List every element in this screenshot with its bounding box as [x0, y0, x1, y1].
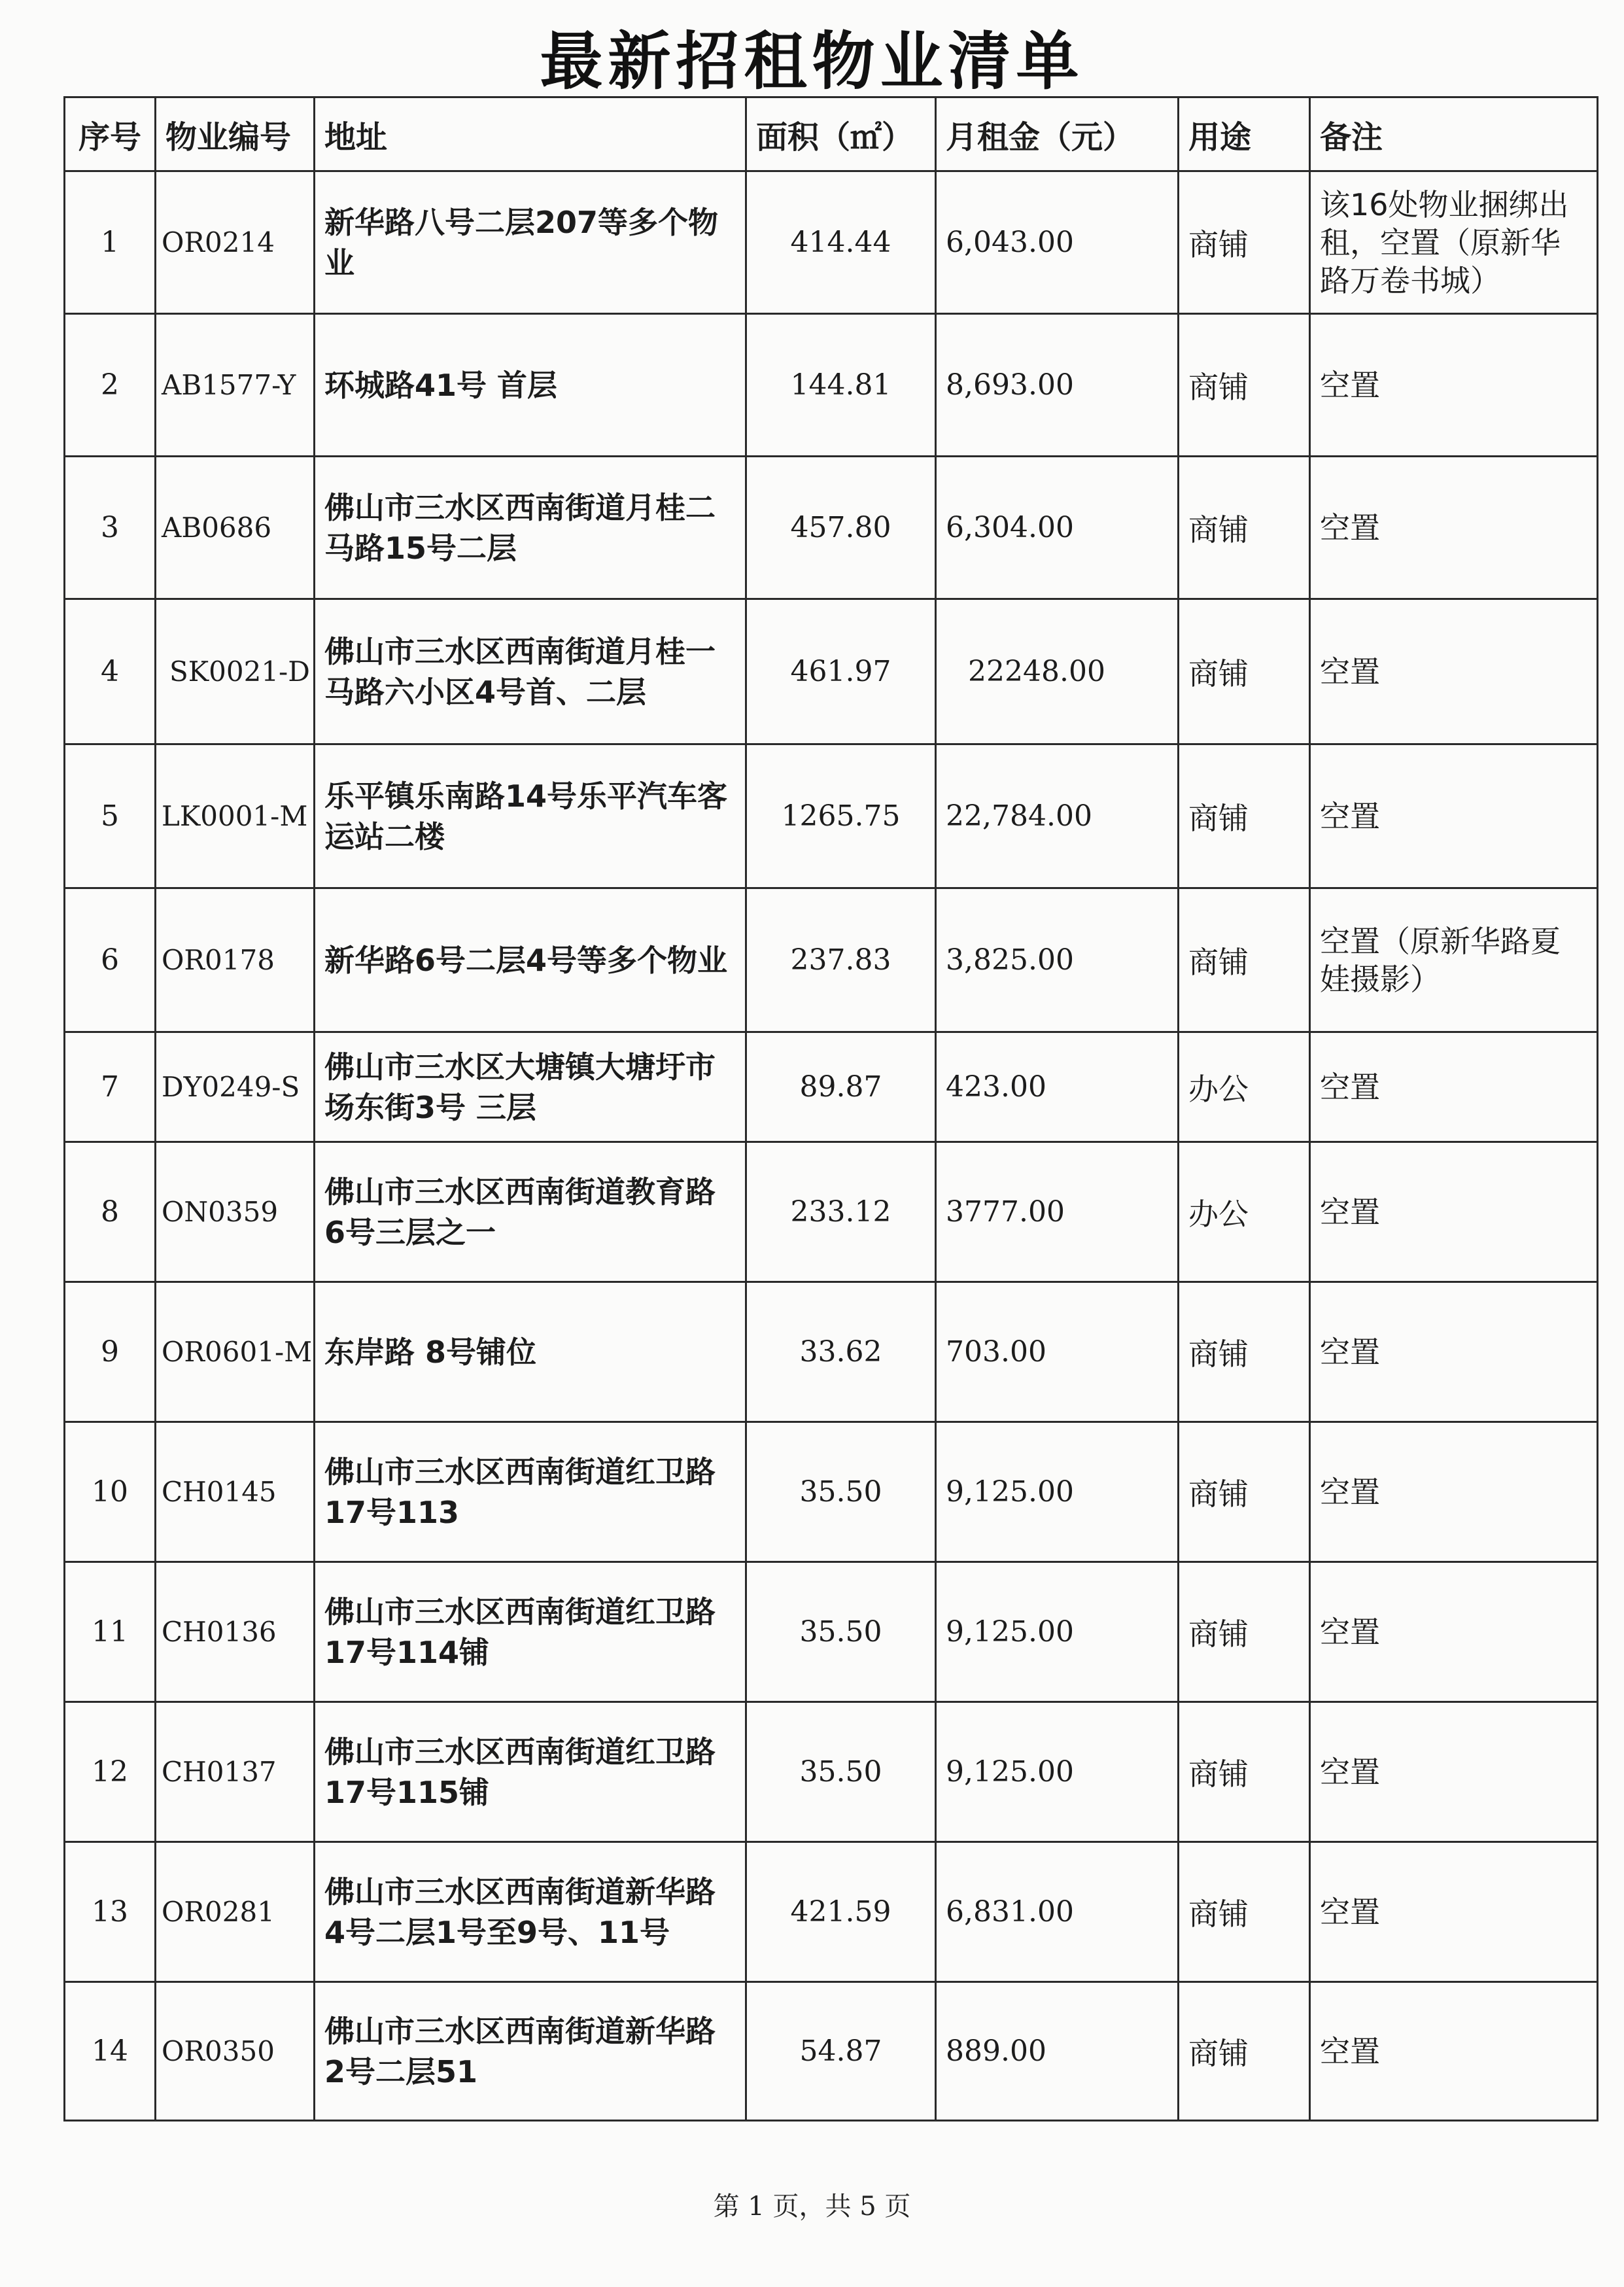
row-area: 35.50 — [746, 1702, 936, 1842]
row-address: 新华路八号二层207等多个物业 — [315, 171, 746, 314]
row-code: CH0136 — [156, 1562, 315, 1702]
table-row — [65, 744, 1598, 888]
row-area: 35.50 — [746, 1422, 936, 1562]
table-row — [65, 1562, 1598, 1702]
row-address: 东岸路 8号铺位 — [315, 1282, 746, 1422]
header-use: 用途 — [1179, 97, 1310, 171]
row-use: 商铺 — [1179, 1422, 1310, 1562]
row-code: DY0249-S — [156, 1032, 315, 1142]
row-note: 空置 — [1310, 457, 1598, 599]
row-index: 2 — [65, 314, 156, 457]
table-row — [65, 1142, 1598, 1282]
row-address: 佛山市三水区西南街道红卫路17号115铺 — [315, 1702, 746, 1842]
row-index: 12 — [65, 1702, 156, 1842]
row-rent: 22,784.00 — [936, 744, 1179, 888]
row-code: OR0350 — [156, 1982, 315, 2121]
row-note: 空置 — [1310, 744, 1598, 888]
row-use: 商铺 — [1179, 744, 1310, 888]
table-row — [65, 1702, 1598, 1842]
row-rent: 6,043.00 — [936, 171, 1179, 314]
row-use: 商铺 — [1179, 314, 1310, 457]
row-index: 13 — [65, 1842, 156, 1982]
row-note: 空置 — [1310, 1562, 1598, 1702]
row-note: 该16处物业捆绑出租，空置（原新华路万卷书城） — [1310, 171, 1598, 314]
row-area: 35.50 — [746, 1562, 936, 1702]
table-row — [65, 1032, 1598, 1142]
row-area: 54.87 — [746, 1982, 936, 2121]
table-row — [65, 1982, 1598, 2121]
table-row — [65, 171, 1598, 314]
row-rent: 703.00 — [936, 1282, 1179, 1422]
row-use: 办公 — [1179, 1032, 1310, 1142]
row-address: 新华路6号二层4号等多个物业 — [315, 888, 746, 1032]
row-rent: 423.00 — [936, 1032, 1179, 1142]
row-index: 5 — [65, 744, 156, 888]
row-rent: 3,825.00 — [936, 888, 1179, 1032]
row-note: 空置（原新华路夏娃摄影） — [1310, 888, 1598, 1032]
property-table — [63, 96, 1598, 2121]
row-rent: 6,831.00 — [936, 1842, 1179, 1982]
row-area: 233.12 — [746, 1142, 936, 1282]
row-address: 佛山市三水区西南街道月桂一马路六小区4号首、二层 — [315, 599, 746, 744]
row-note: 空置 — [1310, 1032, 1598, 1142]
row-code: OR0601-M — [156, 1282, 315, 1422]
row-use: 商铺 — [1179, 457, 1310, 599]
page-title: 最新招租物业清单 — [540, 25, 1084, 98]
row-note: 空置 — [1310, 1702, 1598, 1842]
table-row — [65, 888, 1598, 1032]
row-address: 环城路41号 首层 — [315, 314, 746, 457]
row-index: 6 — [65, 888, 156, 1032]
row-use: 商铺 — [1179, 1702, 1310, 1842]
header-note: 备注 — [1310, 97, 1598, 171]
row-address: 佛山市三水区西南街道月桂二马路15号二层 — [315, 457, 746, 599]
row-code: CH0137 — [156, 1702, 315, 1842]
row-index: 10 — [65, 1422, 156, 1562]
row-area: 89.87 — [746, 1032, 936, 1142]
row-address: 佛山市三水区西南街道红卫路17号113 — [315, 1422, 746, 1562]
page-footer: 第 1 页，共 5 页 — [713, 2191, 911, 2222]
row-index: 7 — [65, 1032, 156, 1142]
row-address: 佛山市三水区西南街道新华路4号二层1号至9号、11号 — [315, 1842, 746, 1982]
row-index: 11 — [65, 1562, 156, 1702]
row-index: 8 — [65, 1142, 156, 1282]
row-index: 14 — [65, 1982, 156, 2121]
row-rent: 9,125.00 — [936, 1422, 1179, 1562]
table-row — [65, 599, 1598, 744]
header-rent: 月租金（元） — [936, 97, 1179, 171]
row-rent: 3777.00 — [936, 1142, 1179, 1282]
row-area: 144.81 — [746, 314, 936, 457]
row-code: LK0001-M — [156, 744, 315, 888]
row-rent: 22248.00 — [936, 599, 1179, 744]
row-use: 商铺 — [1179, 171, 1310, 314]
row-address: 佛山市三水区西南街道教育路6号三层之一 — [315, 1142, 746, 1282]
row-address: 佛山市三水区西南街道新华路2号二层51 — [315, 1982, 746, 2121]
row-use: 商铺 — [1179, 888, 1310, 1032]
row-index: 1 — [65, 171, 156, 314]
row-index: 4 — [65, 599, 156, 744]
row-code: CH0145 — [156, 1422, 315, 1562]
row-area: 414.44 — [746, 171, 936, 314]
row-area: 461.97 — [746, 599, 936, 744]
row-use: 商铺 — [1179, 1562, 1310, 1702]
row-index: 3 — [65, 457, 156, 599]
table-row — [65, 457, 1598, 599]
table-row — [65, 1422, 1598, 1562]
header-address: 地址 — [315, 97, 746, 171]
row-rent: 889.00 — [936, 1982, 1179, 2121]
row-rent: 9,125.00 — [936, 1702, 1179, 1842]
row-note: 空置 — [1310, 599, 1598, 744]
row-note: 空置 — [1310, 1982, 1598, 2121]
row-area: 33.62 — [746, 1282, 936, 1422]
table-row — [65, 314, 1598, 457]
header-code: 物业编号 — [156, 97, 315, 171]
table-header-row — [65, 97, 1598, 171]
row-note: 空置 — [1310, 1142, 1598, 1282]
row-code: ON0359 — [156, 1142, 315, 1282]
row-area: 457.80 — [746, 457, 936, 599]
table-row — [65, 1282, 1598, 1422]
row-note: 空置 — [1310, 1842, 1598, 1982]
row-note: 空置 — [1310, 1282, 1598, 1422]
row-note: 空置 — [1310, 1422, 1598, 1562]
row-use: 商铺 — [1179, 1842, 1310, 1982]
row-code: AB1577-Y — [156, 314, 315, 457]
row-use: 商铺 — [1179, 1282, 1310, 1422]
row-address: 佛山市三水区西南街道红卫路17号114铺 — [315, 1562, 746, 1702]
header-area: 面积（㎡） — [746, 97, 936, 171]
row-note: 空置 — [1310, 314, 1598, 457]
row-code: OR0214 — [156, 171, 315, 314]
row-rent: 8,693.00 — [936, 314, 1179, 457]
row-address: 乐平镇乐南路14号乐平汽车客运站二楼 — [315, 744, 746, 888]
table-row — [65, 1842, 1598, 1982]
row-area: 1265.75 — [746, 744, 936, 888]
row-code: OR0281 — [156, 1842, 315, 1982]
row-use: 办公 — [1179, 1142, 1310, 1282]
row-rent: 6,304.00 — [936, 457, 1179, 599]
header-index: 序号 — [65, 97, 156, 171]
row-area: 421.59 — [746, 1842, 936, 1982]
row-use: 商铺 — [1179, 599, 1310, 744]
row-code: SK0021-D — [156, 599, 315, 744]
row-rent: 9,125.00 — [936, 1562, 1179, 1702]
row-code: AB0686 — [156, 457, 315, 599]
row-code: OR0178 — [156, 888, 315, 1032]
row-address: 佛山市三水区大塘镇大塘圩市场东街3号 三层 — [315, 1032, 746, 1142]
row-area: 237.83 — [746, 888, 936, 1032]
row-use: 商铺 — [1179, 1982, 1310, 2121]
row-index: 9 — [65, 1282, 156, 1422]
